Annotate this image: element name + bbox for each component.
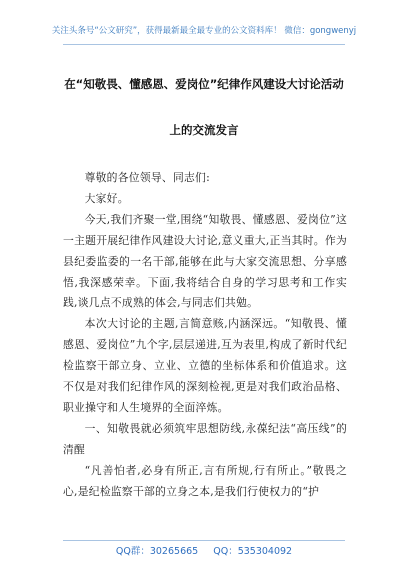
section-heading-1: 一、知敬畏就必须筑牢思想防线,永葆纪法“高压线”的清醒 — [63, 421, 347, 456]
header-divider — [63, 44, 345, 45]
document-title-line-2: 上的交流发言 — [169, 123, 239, 137]
paragraph-section-1: “凡善怕者,必身有所正,言有所规,行有所止。”敬畏之心,是纪检监察干部的立身之本,是我们行使权力的“护 — [63, 463, 347, 498]
footer-qq: QQ：535304092 — [213, 546, 293, 557]
paragraph-intro: 今天,我们齐聚一堂,围绕“知敬畏、懂感恩、爱岗位”这一主题开展纪律作风建设大讨论,意义重大,正当其时。作为县纪委监委的一名干部,能够在此与大家交流思想、分享感悟,我深感荣幸。下面,我将结合自身的学习思考和工作实践,谈几点不成熟的体会,与同志们共勉。 — [63, 212, 347, 310]
greeting: 大家好。 — [84, 191, 129, 205]
paragraph-theme: 本次大讨论的主题,言简意赅,内涵深远。“知敬畏、懂感恩、爱岗位”九个字,层层递进,互为表里,构成了新时代纪检监察干部立身、立业、立德的坐标体系和价值追求。这不仅是对我们纪律作风的深刻检视,更是对我们政治品格、职业操守和人生境界的全面淬炼。 — [63, 317, 347, 414]
salutation: 尊敬的各位领导、同志们: — [84, 171, 210, 184]
footer-divider — [63, 540, 345, 541]
footer — [0, 543, 408, 557]
document-title-line-1: 在“知敬畏、懂感恩、爱岗位”纪律作风建设大讨论活动 — [64, 77, 344, 91]
header-banner: 关注头条号“公文研究”，获得最新最全最专业的公文资料库！ 微信：gongwenyj — [51, 26, 357, 36]
document-body — [63, 168, 347, 503]
footer-qq-group: QQ群：30265665 — [115, 546, 199, 557]
